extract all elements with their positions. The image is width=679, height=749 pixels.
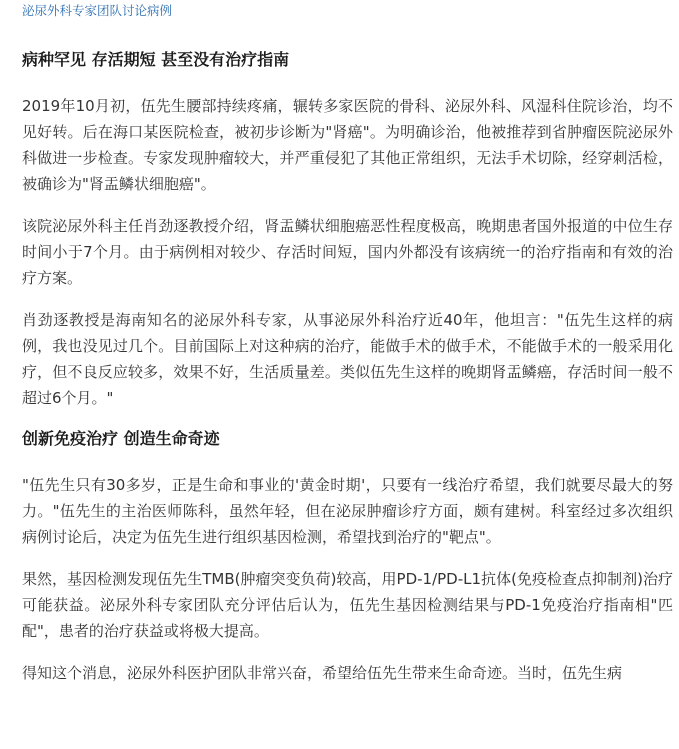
section-heading-1: 病种罕见 存活期短 甚至没有治疗指南 <box>22 50 290 69</box>
paragraph: 果然，基因检测发现伍先生TMB(肿瘤突变负荷)较高，用PD-1/PD-L1抗体(免疫检查点抑制剂)治疗可能获益。泌尿外科专家团队充分评估后认为，伍先生基因检测结果与PD-1免疫治疗指南相"匹配"，患者的治疗获益或将极大提高。 <box>22 570 673 640</box>
image-caption: 泌尿外科专家团队讨论病例 <box>22 3 173 18</box>
paragraph: 该院泌尿外科主任肖劲逐教授介绍，肾盂鳞状细胞癌恶性程度极高，晚期患者国外报道的中位生存时间小于7个月。由于病例相对较少、存活时间短，国内外都没有该病统一的治疗指南和有效的治疗方案。 <box>22 217 673 287</box>
paragraph: 2019年10月初，伍先生腰部持续疼痛，辗转多家医院的骨科、泌尿外科、风湿科住院诊治，均不见好转。后在海口某医院检查，被初步诊断为"肾癌"。为明确诊治，他被推荐到省肿瘤医院泌尿外科做进一步检查。专家发现肿瘤较大，并严重侵犯了其他正常组织，无法手术切除，经穿刺活检，被确诊为"肾盂鳞状细胞癌"。 <box>22 97 673 193</box>
paragraph: "伍先生只有30多岁，正是生命和事业的'黄金时期'，只要有一线治疗希望，我们就要尽最大的努力。"伍先生的主治医师陈科，虽然年轻，但在泌尿肿瘤诊疗方面，颇有建树。科室经过多次组织病例讨论后，决定为伍先生进行组织基因检测，希望找到治疗的"靶点"。 <box>22 476 673 546</box>
paragraph: 得知这个消息，泌尿外科医护团队非常兴奋，希望给伍先生带来生命奇迹。当时，伍先生病 <box>22 664 623 682</box>
paragraph: 肖劲逐教授是海南知名的泌尿外科专家，从事泌尿外科治疗近40年，他坦言："伍先生这样的病例，我也没见过几个。目前国际上对这种病的治疗，能做手术的做手术，不能做手术的一般采用化疗，但不良反应较多，效果不好，生活质量差。类似伍先生这样的晚期肾盂鳞癌，存活时间一般不超过6个月。" <box>22 311 673 407</box>
section-heading-2: 创新免疫治疗 创造生命奇迹 <box>22 429 220 448</box>
